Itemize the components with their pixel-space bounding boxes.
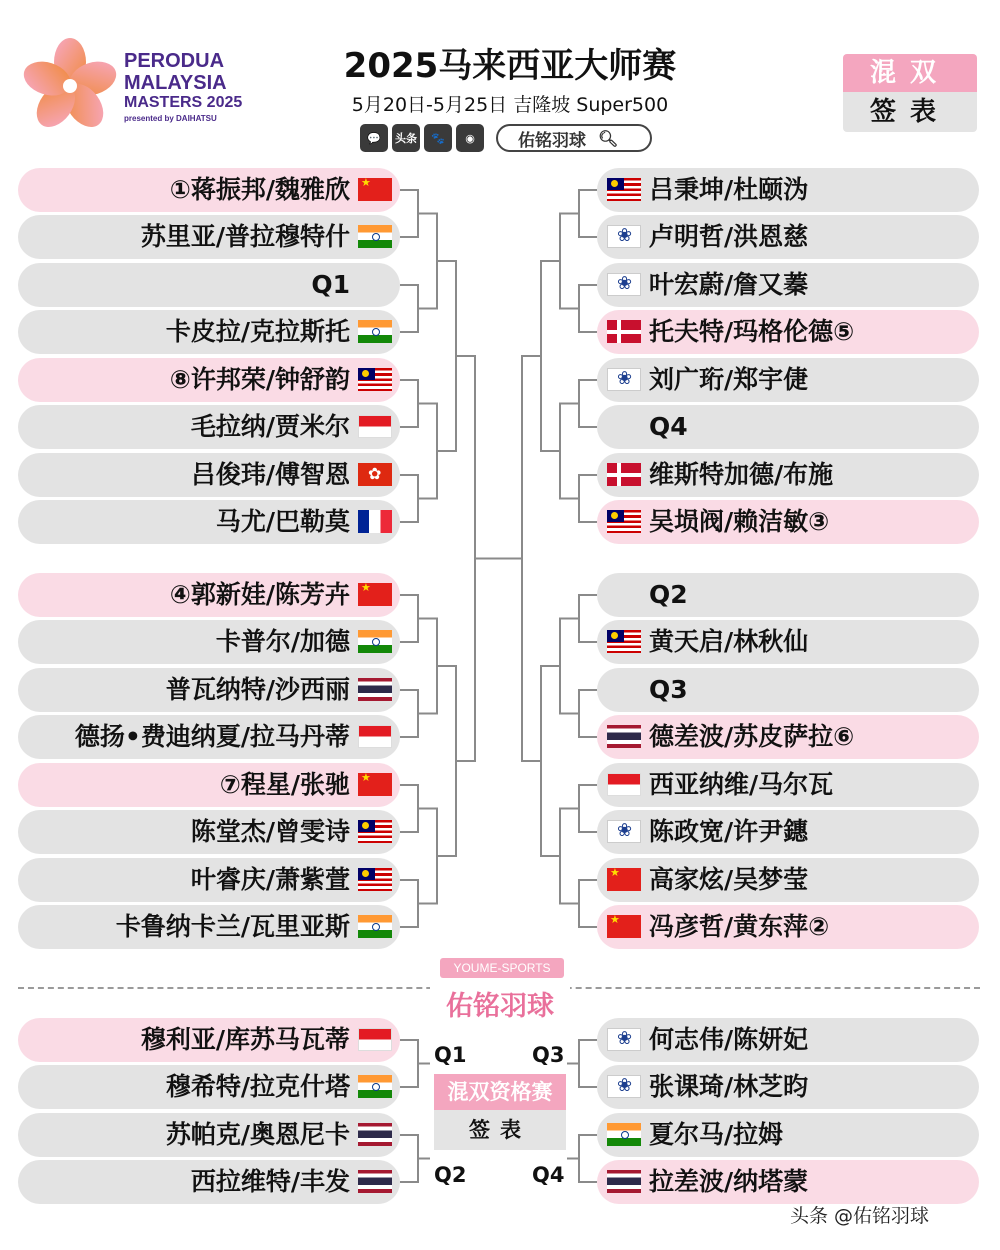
my-flag-icon	[607, 630, 641, 653]
category-label: 混双	[843, 54, 977, 92]
qual-left-entry-4	[18, 1160, 400, 1204]
qual-left-entry-2	[18, 1065, 400, 1109]
player-pair: 马尤/巴勒莫	[215, 507, 350, 536]
th-flag-icon	[358, 1123, 392, 1146]
left-entry-8	[18, 500, 400, 544]
right-entry-2	[597, 215, 979, 259]
id-flag-icon	[358, 725, 392, 748]
left-entry-1	[18, 168, 400, 212]
right-entry-3	[597, 263, 979, 307]
player-pair: Q1	[311, 270, 350, 299]
bracket-line	[560, 214, 579, 309]
bracket-line	[418, 214, 437, 309]
logo-line-2: MALAYSIA	[124, 72, 227, 94]
qual-label-q4: Q4	[532, 1163, 565, 1187]
player-pair: 西拉维特/丰发	[190, 1167, 350, 1196]
my-flag-icon	[358, 868, 392, 891]
player-pair: Q4	[649, 412, 688, 441]
player-pair: 卡鲁纳卡兰/瓦里亚斯	[115, 912, 350, 941]
bracket-line	[541, 261, 560, 451]
player-pair: 苏帕克/奥恩尼卡	[165, 1120, 350, 1149]
event-subtitle: 5月20日-5月25日 吉隆坡 Super500	[351, 94, 669, 116]
bracket-line	[400, 380, 418, 427]
tpe-flag-icon	[607, 368, 641, 391]
page-title: 2025马来西亚大师赛	[343, 46, 677, 86]
player-pair: Q2	[649, 580, 688, 609]
right-entry-6	[597, 405, 979, 449]
bracket-line	[400, 1135, 418, 1182]
player-pair: ⑦程星/张驰	[219, 770, 350, 799]
cn-flag-icon	[607, 915, 641, 938]
right-entry-9	[597, 573, 979, 617]
watermark-tag: YOUME-SPORTS	[440, 958, 564, 978]
tpe-flag-icon	[607, 225, 641, 248]
cn-flag-icon	[358, 773, 392, 796]
player-pair: 卢明哲/洪恩慈	[649, 222, 809, 251]
player-pair: 西亚纳维/马尔瓦	[649, 770, 834, 799]
my-flag-icon	[607, 178, 641, 201]
my-flag-icon	[607, 510, 641, 533]
player-pair: 普瓦纳特/沙西丽	[165, 675, 350, 704]
player-pair: ①蒋振邦/魏雅欣	[169, 175, 350, 204]
right-entry-13	[597, 763, 979, 807]
player-pair: 德差波/苏皮萨拉⑥	[649, 722, 855, 751]
wechat-icon[interactable]: 💬	[360, 124, 388, 152]
category-sublabel: 签表	[843, 92, 977, 132]
fr-flag-icon	[358, 510, 392, 533]
tpe-flag-icon	[607, 820, 641, 843]
player-pair: 拉差波/纳塔蒙	[649, 1167, 809, 1196]
player-pair: 黄天启/林秋仙	[649, 627, 809, 656]
bracket-line	[579, 190, 597, 237]
player-pair: 刘广珩/郑宇倢	[649, 365, 809, 394]
qualifying-badge	[434, 1074, 566, 1150]
qualifying-title: 混双资格赛	[434, 1074, 566, 1110]
player-pair: 陈堂杰/曾雯诗	[190, 817, 350, 846]
in-flag-icon	[358, 320, 392, 343]
left-entry-16	[18, 905, 400, 949]
player-pair: ⑧许邦荣/钟舒韵	[169, 365, 350, 394]
left-entry-15	[18, 858, 400, 902]
player-pair: 陈政宽/许尹鏸	[649, 817, 809, 846]
bracket-line	[560, 404, 579, 499]
cn-flag-icon	[358, 583, 392, 606]
right-entry-14	[597, 810, 979, 854]
bracket-line	[400, 1040, 418, 1087]
player-pair: 托夫特/玛格伦德⑤	[649, 317, 855, 346]
bracket-line	[400, 595, 418, 642]
bracket-line	[400, 785, 418, 832]
bracket-line	[579, 285, 597, 332]
bracket-line	[418, 619, 437, 714]
right-entry-7	[597, 453, 979, 497]
logo-line-4: presented by DAIHATSU	[124, 114, 217, 123]
player-pair: Q3	[649, 675, 688, 704]
bracket-line	[579, 475, 597, 522]
hk-flag-icon	[358, 463, 392, 486]
right-entry-8	[597, 500, 979, 544]
right-entry-1	[597, 168, 979, 212]
qual-right-entry-4	[597, 1160, 979, 1204]
bracket-line	[437, 666, 456, 856]
th-flag-icon	[607, 1170, 641, 1193]
toutiao-badge[interactable]: 头条	[392, 124, 420, 152]
qual-left-entry-1	[18, 1018, 400, 1062]
player-pair: 吴埙阀/赖洁敏③	[649, 507, 830, 536]
player-pair: ④郭新娃/陈芳卉	[169, 580, 350, 609]
player-pair: 吕秉坤/杜颐沩	[649, 175, 809, 204]
left-entry-11	[18, 668, 400, 712]
left-entry-10	[18, 620, 400, 664]
search-icon: 🔍︎	[598, 128, 619, 148]
left-entry-2	[18, 215, 400, 259]
bracket-line	[522, 356, 541, 761]
qual-right-entry-2	[597, 1065, 979, 1109]
in-flag-icon	[607, 1123, 641, 1146]
logo-line-3: MASTERS 2025	[124, 94, 243, 111]
right-entry-11	[597, 668, 979, 712]
right-entry-10	[597, 620, 979, 664]
bracket-line	[579, 1040, 597, 1087]
left-entry-5	[18, 358, 400, 402]
bracket-line	[437, 261, 456, 451]
left-entry-3	[18, 263, 400, 307]
my-flag-icon	[358, 820, 392, 843]
player-pair: 何志伟/陈妍妃	[649, 1025, 809, 1054]
right-entry-16	[597, 905, 979, 949]
in-flag-icon	[358, 915, 392, 938]
cn-flag-icon	[607, 868, 641, 891]
qual-right-entry-1	[597, 1018, 979, 1062]
qual-label-q2: Q2	[434, 1163, 467, 1187]
left-entry-6	[18, 405, 400, 449]
th-flag-icon	[358, 678, 392, 701]
bracket-line	[579, 380, 597, 427]
left-entry-9	[18, 573, 400, 617]
bracket-line	[400, 475, 418, 522]
search-label: 佑铭羽球	[518, 130, 586, 151]
left-entry-14	[18, 810, 400, 854]
in-flag-icon	[358, 1075, 392, 1098]
tpe-flag-icon	[607, 1075, 641, 1098]
bracket-line	[456, 356, 475, 761]
qual-right-entry-3	[597, 1113, 979, 1157]
bracket-line	[579, 1135, 597, 1182]
bracket-line	[400, 880, 418, 927]
left-entry-7	[18, 453, 400, 497]
player-pair: 叶睿庆/萧紫萱	[190, 865, 350, 894]
bracket-line	[579, 595, 597, 642]
right-entry-15	[597, 858, 979, 902]
bracket-line	[400, 690, 418, 737]
qualifying-subtitle: 签表	[434, 1110, 566, 1150]
qual-label-q3: Q3	[532, 1043, 565, 1067]
tpe-flag-icon	[607, 1028, 641, 1051]
bracket-line	[400, 285, 418, 332]
id-flag-icon	[358, 1028, 392, 1051]
left-entry-13	[18, 763, 400, 807]
player-pair: 夏尔马/拉姆	[649, 1120, 784, 1149]
logo-line-1: PERODUA	[124, 50, 225, 72]
player-pair: 张课琦/林芝昀	[649, 1072, 809, 1101]
bracket-line	[579, 690, 597, 737]
left-entry-12	[18, 715, 400, 759]
dk-flag-icon	[607, 320, 641, 343]
credit-text: 头条 @佑铭羽球	[790, 1205, 930, 1227]
player-pair: 冯彦哲/黄东萍②	[649, 912, 830, 941]
paw-icon[interactable]: 🐾	[424, 124, 452, 152]
in-flag-icon	[358, 225, 392, 248]
player-pair: 高家炫/吴梦莹	[649, 865, 809, 894]
cn-flag-icon	[358, 178, 392, 201]
bracket-line	[418, 809, 437, 904]
bracket-line	[579, 880, 597, 927]
in-flag-icon	[358, 630, 392, 653]
bracket-line	[579, 785, 597, 832]
right-entry-12	[597, 715, 979, 759]
player-pair: 叶宏蔚/詹又蓁	[649, 270, 809, 299]
bracket-line	[560, 809, 579, 904]
weibo-icon[interactable]: ◉	[456, 124, 484, 152]
my-flag-icon	[358, 368, 392, 391]
dk-flag-icon	[607, 463, 641, 486]
player-pair: 穆希特/拉克什塔	[165, 1072, 350, 1101]
bracket-line	[541, 666, 560, 856]
bracket-line	[400, 190, 418, 237]
watermark-name: 佑铭羽球	[430, 984, 570, 1023]
player-pair: 维斯特加德/布施	[649, 460, 834, 489]
id-flag-icon	[607, 773, 641, 796]
qual-label-q1: Q1	[434, 1043, 467, 1067]
right-entry-5	[597, 358, 979, 402]
tpe-flag-icon	[607, 273, 641, 296]
player-pair: 卡普尔/加德	[215, 627, 350, 656]
player-pair: 吕俊玮/傅智恩	[190, 460, 350, 489]
th-flag-icon	[607, 725, 641, 748]
player-pair: 毛拉纳/贾米尔	[190, 412, 350, 441]
player-pair: 卡皮拉/克拉斯托	[165, 317, 350, 346]
left-entry-4	[18, 310, 400, 354]
bracket-line	[418, 404, 437, 499]
bracket-line	[560, 619, 579, 714]
qual-left-entry-3	[18, 1113, 400, 1157]
right-entry-4	[597, 310, 979, 354]
player-pair: 苏里亚/普拉穆特什	[140, 222, 350, 251]
th-flag-icon	[358, 1170, 392, 1193]
player-pair: 德扬•费迪纳夏/拉马丹蒂	[74, 722, 350, 751]
player-pair: 穆利亚/库苏马瓦蒂	[140, 1025, 350, 1054]
id-flag-icon	[358, 415, 392, 438]
